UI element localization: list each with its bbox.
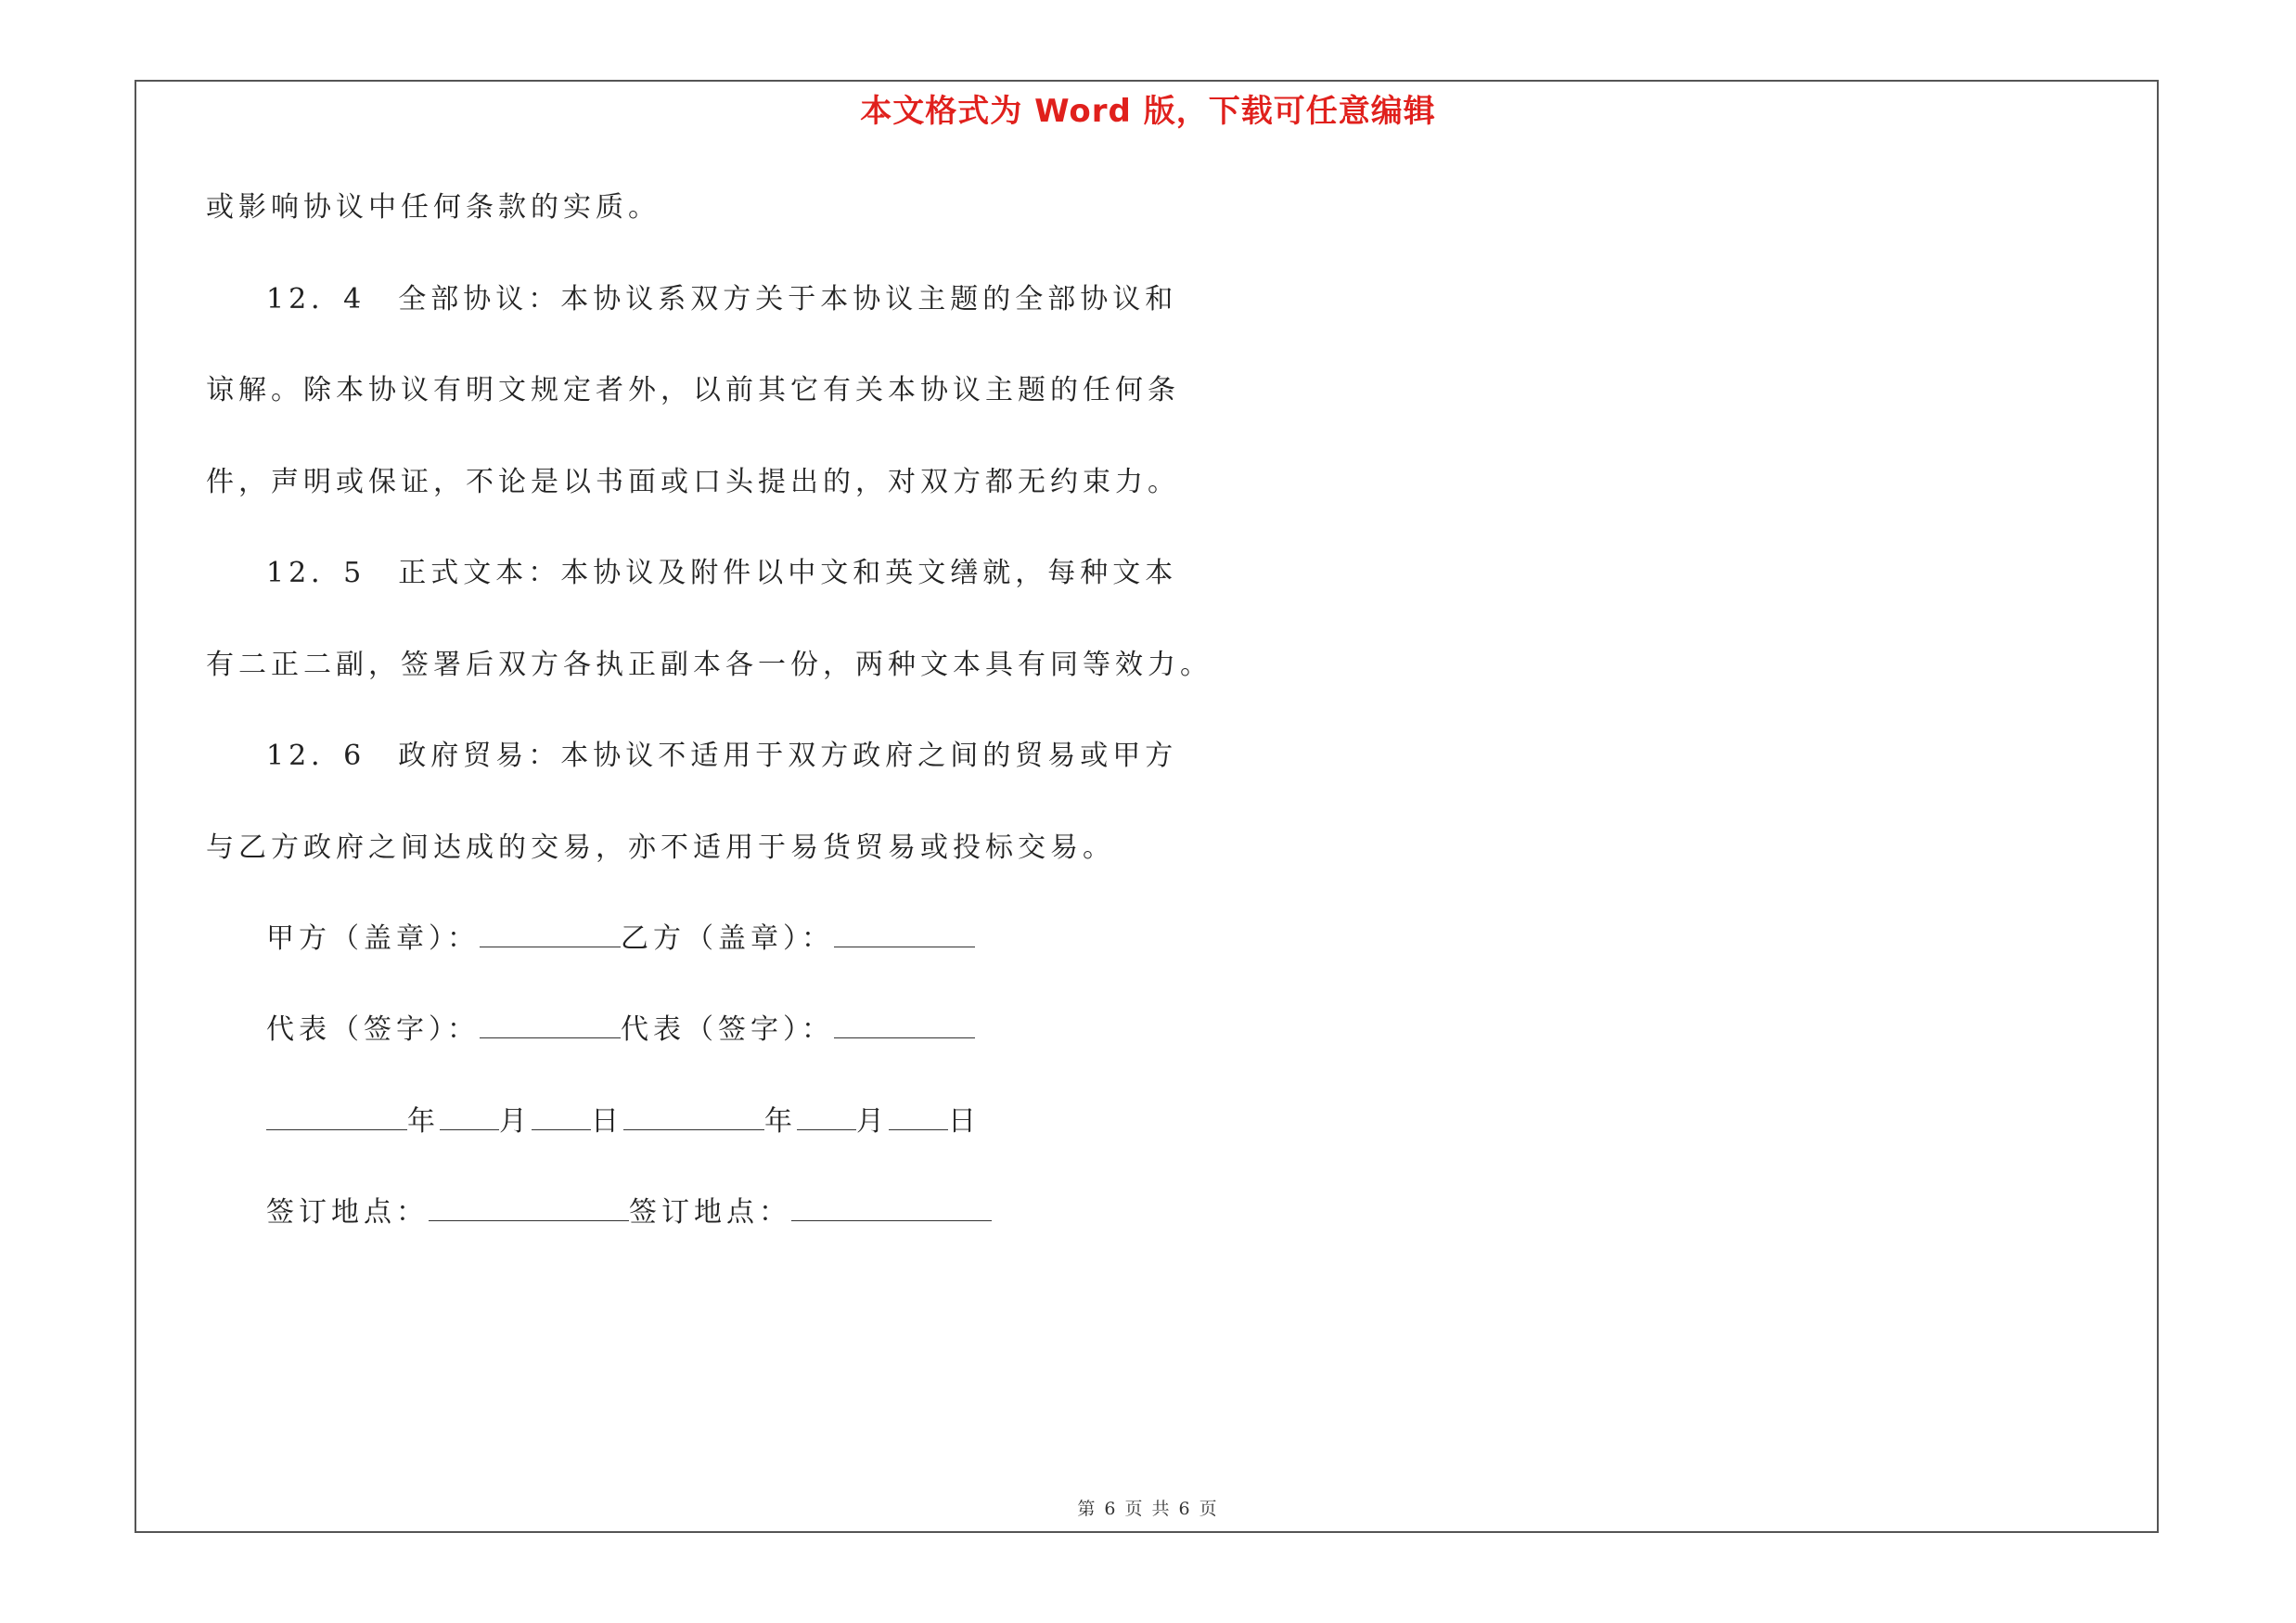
header-banner: 本文格式为 Word 版，下载可任意编辑 xyxy=(860,93,1436,130)
month-a-blank xyxy=(440,1107,499,1130)
place-row xyxy=(266,1194,992,1231)
party-b-seal-label: 乙方（盖章）： xyxy=(621,922,834,955)
clause-12-4-line-2: 谅解。除本协议有明文规定者外，以前其它有关本协议主题的任何条 xyxy=(206,374,1180,406)
party-b-seal-blank xyxy=(834,924,975,947)
clause-12-6-line-2: 与乙方政府之间达成的交易，亦不适用于易货贸易或投标交易。 xyxy=(206,831,1115,864)
clause-12-4-line-3: 件，声明或保证，不论是以书面或口头提出的，对双方都无约束力。 xyxy=(206,466,1180,498)
clause-12-5-line-1: 12．5 正式文本：本协议及附件以中文和英文缮就，每种文本 xyxy=(266,557,1178,589)
place-b-label: 签订地点： xyxy=(629,1196,791,1229)
clause-12-4-line-1: 12．4 全部协议：本协议系双方关于本协议主题的全部协议和 xyxy=(266,283,1178,316)
year-a-label: 年 xyxy=(407,1105,440,1138)
year-b-blank xyxy=(623,1107,764,1130)
place-b-blank xyxy=(791,1198,992,1221)
page-footer: 第 6 页 共 6 页 xyxy=(1077,1499,1219,1519)
date-row xyxy=(266,1103,981,1140)
place-a-blank xyxy=(429,1198,629,1221)
rep-a-label: 代表（签字）： xyxy=(266,1013,480,1046)
representative-row xyxy=(266,1011,975,1049)
year-b-label: 年 xyxy=(764,1105,797,1138)
clause-12-6-line-1: 12．6 政府贸易：本协议不适用于双方政府之间的贸易或甲方 xyxy=(266,740,1178,772)
day-a-blank xyxy=(532,1107,591,1130)
day-b-label: 日 xyxy=(948,1105,981,1138)
year-a-blank xyxy=(266,1107,407,1130)
body-line-1: 或影响协议中任何条款的实质。 xyxy=(206,191,661,224)
party-a-seal-blank xyxy=(480,924,621,947)
party-a-seal-label: 甲方（盖章）： xyxy=(266,922,480,955)
day-a-label: 日 xyxy=(591,1105,623,1138)
seal-row xyxy=(266,921,975,958)
rep-b-blank xyxy=(834,1015,975,1038)
rep-a-blank xyxy=(480,1015,621,1038)
day-b-blank xyxy=(889,1107,948,1130)
rep-b-label: 代表（签字）： xyxy=(621,1013,834,1046)
month-a-label: 月 xyxy=(499,1105,532,1138)
place-a-label: 签订地点： xyxy=(266,1196,429,1229)
clause-12-5-line-2: 有二正二副，签署后双方各执正副本各一份，两种文本具有同等效力。 xyxy=(206,649,1212,681)
month-b-label: 月 xyxy=(856,1105,889,1138)
month-b-blank xyxy=(797,1107,856,1130)
